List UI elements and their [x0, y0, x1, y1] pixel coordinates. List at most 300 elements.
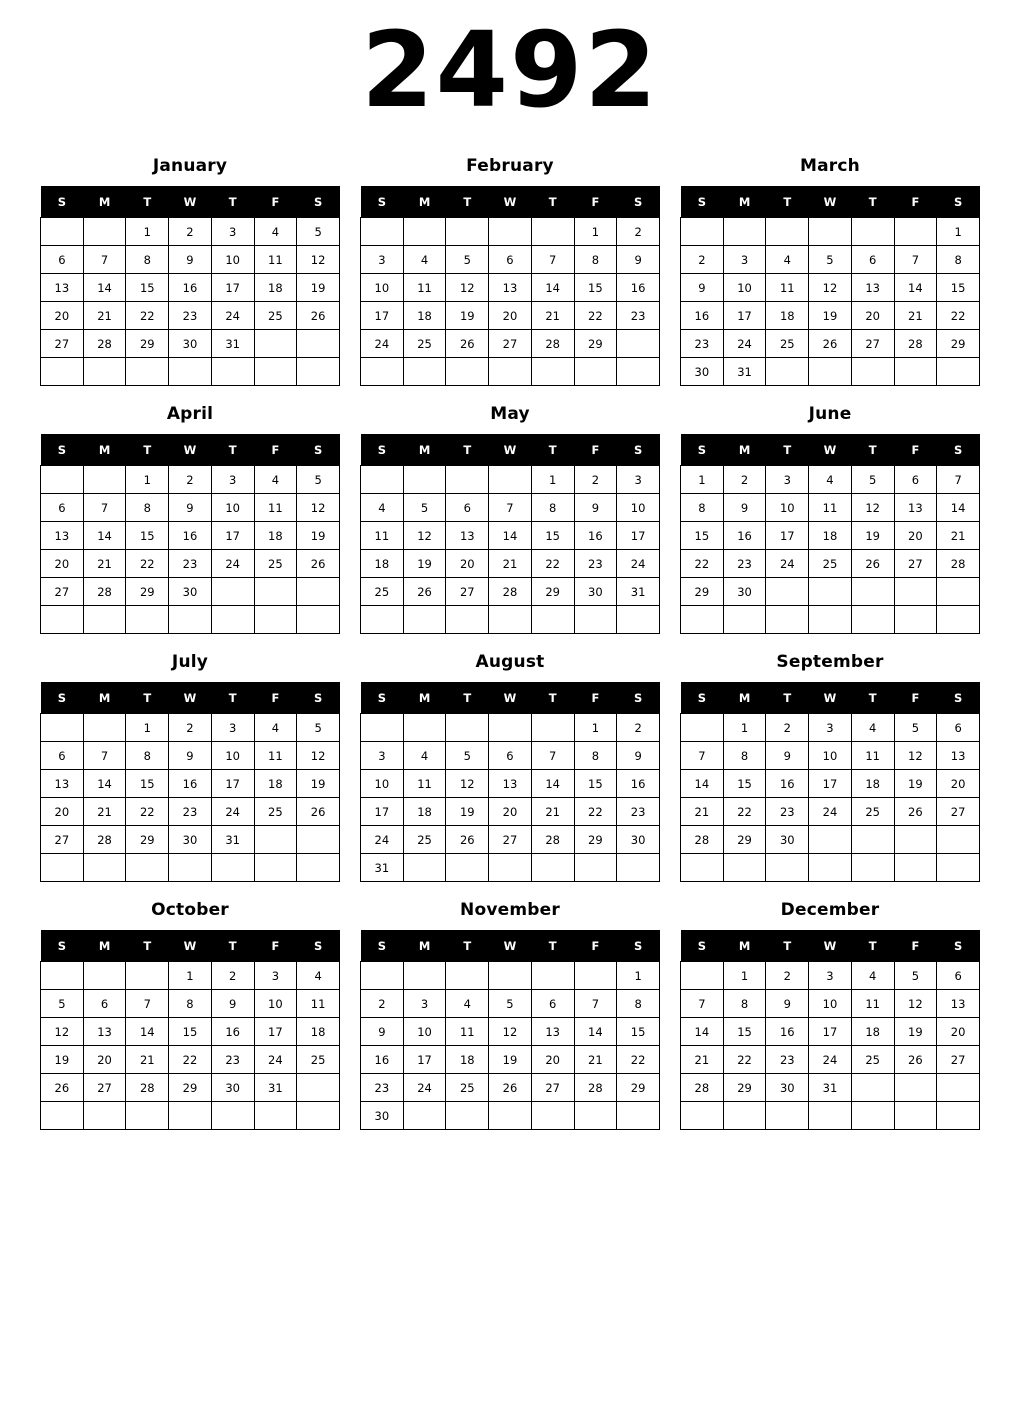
day-cell[interactable]: 19	[297, 274, 340, 302]
day-cell[interactable]: 25	[254, 302, 297, 330]
day-cell[interactable]: 17	[211, 522, 254, 550]
day-cell[interactable]: 27	[83, 1074, 126, 1102]
day-cell[interactable]: 2	[211, 962, 254, 990]
day-cell[interactable]: 15	[617, 1018, 660, 1046]
day-cell[interactable]: 7	[531, 742, 574, 770]
day-cell[interactable]: 1	[126, 714, 169, 742]
day-cell[interactable]: 27	[937, 1046, 980, 1074]
day-cell[interactable]: 20	[41, 302, 84, 330]
day-cell[interactable]: 15	[574, 770, 617, 798]
day-cell[interactable]: 2	[617, 714, 660, 742]
day-cell[interactable]: 30	[723, 578, 766, 606]
day-cell[interactable]: 15	[531, 522, 574, 550]
day-cell[interactable]: 9	[723, 494, 766, 522]
day-cell[interactable]: 28	[83, 578, 126, 606]
day-cell[interactable]: 24	[211, 550, 254, 578]
day-cell[interactable]: 18	[254, 770, 297, 798]
day-cell[interactable]: 16	[169, 522, 212, 550]
day-cell[interactable]: 12	[297, 742, 340, 770]
day-cell[interactable]: 25	[446, 1074, 489, 1102]
day-cell[interactable]: 16	[211, 1018, 254, 1046]
day-cell[interactable]: 24	[361, 330, 404, 358]
day-cell[interactable]: 21	[531, 302, 574, 330]
day-cell[interactable]: 28	[937, 550, 980, 578]
day-cell[interactable]: 8	[617, 990, 660, 1018]
day-cell[interactable]: 2	[723, 466, 766, 494]
day-cell[interactable]: 6	[531, 990, 574, 1018]
day-cell[interactable]: 6	[83, 990, 126, 1018]
day-cell[interactable]: 28	[489, 578, 532, 606]
day-cell[interactable]: 20	[937, 1018, 980, 1046]
day-cell[interactable]: 26	[403, 578, 446, 606]
day-cell[interactable]: 21	[83, 302, 126, 330]
day-cell[interactable]: 14	[83, 522, 126, 550]
day-cell[interactable]: 11	[403, 274, 446, 302]
day-cell[interactable]: 11	[851, 990, 894, 1018]
day-cell[interactable]: 13	[489, 770, 532, 798]
day-cell[interactable]: 3	[361, 246, 404, 274]
day-cell[interactable]: 28	[83, 826, 126, 854]
day-cell[interactable]: 21	[83, 798, 126, 826]
day-cell[interactable]: 21	[531, 798, 574, 826]
day-cell[interactable]: 13	[41, 522, 84, 550]
day-cell[interactable]: 19	[446, 798, 489, 826]
day-cell[interactable]: 5	[446, 246, 489, 274]
day-cell[interactable]: 3	[809, 962, 852, 990]
day-cell[interactable]: 19	[297, 522, 340, 550]
day-cell[interactable]: 19	[894, 770, 937, 798]
day-cell[interactable]: 11	[254, 742, 297, 770]
day-cell[interactable]: 2	[617, 218, 660, 246]
day-cell[interactable]: 10	[211, 494, 254, 522]
day-cell[interactable]: 22	[126, 798, 169, 826]
day-cell[interactable]: 30	[361, 1102, 404, 1130]
day-cell[interactable]: 28	[681, 826, 724, 854]
day-cell[interactable]: 14	[937, 494, 980, 522]
day-cell[interactable]: 3	[723, 246, 766, 274]
day-cell[interactable]: 29	[617, 1074, 660, 1102]
day-cell[interactable]: 20	[83, 1046, 126, 1074]
day-cell[interactable]: 10	[809, 742, 852, 770]
day-cell[interactable]: 30	[211, 1074, 254, 1102]
day-cell[interactable]: 26	[297, 302, 340, 330]
day-cell[interactable]: 11	[254, 494, 297, 522]
day-cell[interactable]: 17	[211, 274, 254, 302]
day-cell[interactable]: 2	[169, 466, 212, 494]
day-cell[interactable]: 12	[894, 990, 937, 1018]
day-cell[interactable]: 8	[681, 494, 724, 522]
day-cell[interactable]: 27	[851, 330, 894, 358]
day-cell[interactable]: 11	[403, 770, 446, 798]
day-cell[interactable]: 31	[723, 358, 766, 386]
day-cell[interactable]: 24	[254, 1046, 297, 1074]
day-cell[interactable]: 28	[531, 826, 574, 854]
day-cell[interactable]: 3	[211, 218, 254, 246]
day-cell[interactable]: 27	[489, 826, 532, 854]
day-cell[interactable]: 6	[489, 246, 532, 274]
day-cell[interactable]: 24	[723, 330, 766, 358]
day-cell[interactable]: 12	[403, 522, 446, 550]
day-cell[interactable]: 24	[211, 302, 254, 330]
day-cell[interactable]: 18	[254, 274, 297, 302]
day-cell[interactable]: 6	[41, 246, 84, 274]
day-cell[interactable]: 1	[126, 466, 169, 494]
day-cell[interactable]: 21	[126, 1046, 169, 1074]
day-cell[interactable]: 2	[169, 218, 212, 246]
day-cell[interactable]: 2	[766, 714, 809, 742]
day-cell[interactable]: 7	[531, 246, 574, 274]
day-cell[interactable]: 23	[617, 302, 660, 330]
day-cell[interactable]: 21	[83, 550, 126, 578]
day-cell[interactable]: 7	[681, 990, 724, 1018]
day-cell[interactable]: 16	[169, 770, 212, 798]
day-cell[interactable]: 6	[937, 962, 980, 990]
day-cell[interactable]: 14	[83, 274, 126, 302]
day-cell[interactable]: 4	[297, 962, 340, 990]
day-cell[interactable]: 12	[489, 1018, 532, 1046]
day-cell[interactable]: 23	[617, 798, 660, 826]
day-cell[interactable]: 22	[937, 302, 980, 330]
day-cell[interactable]: 5	[41, 990, 84, 1018]
day-cell[interactable]: 20	[446, 550, 489, 578]
day-cell[interactable]: 31	[809, 1074, 852, 1102]
day-cell[interactable]: 25	[851, 1046, 894, 1074]
day-cell[interactable]: 22	[574, 798, 617, 826]
day-cell[interactable]: 5	[809, 246, 852, 274]
day-cell[interactable]: 4	[254, 466, 297, 494]
day-cell[interactable]: 13	[894, 494, 937, 522]
day-cell[interactable]: 4	[403, 742, 446, 770]
day-cell[interactable]: 11	[254, 246, 297, 274]
day-cell[interactable]: 29	[574, 330, 617, 358]
day-cell[interactable]: 26	[851, 550, 894, 578]
day-cell[interactable]: 17	[361, 302, 404, 330]
day-cell[interactable]: 22	[169, 1046, 212, 1074]
day-cell[interactable]: 9	[211, 990, 254, 1018]
day-cell[interactable]: 23	[169, 302, 212, 330]
day-cell[interactable]: 16	[361, 1046, 404, 1074]
day-cell[interactable]: 8	[723, 742, 766, 770]
day-cell[interactable]: 30	[169, 826, 212, 854]
day-cell[interactable]: 20	[489, 302, 532, 330]
day-cell[interactable]: 4	[851, 962, 894, 990]
day-cell[interactable]: 12	[446, 274, 489, 302]
day-cell[interactable]: 1	[126, 218, 169, 246]
day-cell[interactable]: 19	[894, 1018, 937, 1046]
day-cell[interactable]: 13	[489, 274, 532, 302]
day-cell[interactable]: 8	[126, 494, 169, 522]
day-cell[interactable]: 12	[809, 274, 852, 302]
day-cell[interactable]: 22	[574, 302, 617, 330]
day-cell[interactable]: 18	[851, 770, 894, 798]
day-cell[interactable]: 7	[681, 742, 724, 770]
day-cell[interactable]: 18	[361, 550, 404, 578]
day-cell[interactable]: 30	[574, 578, 617, 606]
day-cell[interactable]: 24	[809, 1046, 852, 1074]
day-cell[interactable]: 23	[169, 550, 212, 578]
day-cell[interactable]: 1	[574, 714, 617, 742]
day-cell[interactable]: 30	[169, 330, 212, 358]
day-cell[interactable]: 19	[851, 522, 894, 550]
day-cell[interactable]: 2	[766, 962, 809, 990]
day-cell[interactable]: 9	[617, 742, 660, 770]
day-cell[interactable]: 6	[489, 742, 532, 770]
day-cell[interactable]: 3	[617, 466, 660, 494]
day-cell[interactable]: 28	[574, 1074, 617, 1102]
day-cell[interactable]: 21	[937, 522, 980, 550]
day-cell[interactable]: 19	[809, 302, 852, 330]
day-cell[interactable]: 1	[531, 466, 574, 494]
day-cell[interactable]: 15	[126, 274, 169, 302]
day-cell[interactable]: 25	[254, 550, 297, 578]
day-cell[interactable]: 27	[41, 826, 84, 854]
day-cell[interactable]: 7	[83, 246, 126, 274]
day-cell[interactable]: 15	[723, 1018, 766, 1046]
day-cell[interactable]: 16	[169, 274, 212, 302]
day-cell[interactable]: 13	[937, 990, 980, 1018]
day-cell[interactable]: 8	[574, 246, 617, 274]
day-cell[interactable]: 19	[446, 302, 489, 330]
day-cell[interactable]: 15	[681, 522, 724, 550]
day-cell[interactable]: 8	[126, 246, 169, 274]
day-cell[interactable]: 28	[126, 1074, 169, 1102]
day-cell[interactable]: 1	[617, 962, 660, 990]
day-cell[interactable]: 1	[169, 962, 212, 990]
day-cell[interactable]: 31	[361, 854, 404, 882]
day-cell[interactable]: 21	[681, 798, 724, 826]
day-cell[interactable]: 29	[126, 330, 169, 358]
day-cell[interactable]: 14	[894, 274, 937, 302]
day-cell[interactable]: 4	[446, 990, 489, 1018]
day-cell[interactable]: 21	[574, 1046, 617, 1074]
day-cell[interactable]: 25	[254, 798, 297, 826]
day-cell[interactable]: 18	[766, 302, 809, 330]
day-cell[interactable]: 25	[403, 330, 446, 358]
day-cell[interactable]: 3	[254, 962, 297, 990]
day-cell[interactable]: 27	[446, 578, 489, 606]
day-cell[interactable]: 24	[211, 798, 254, 826]
day-cell[interactable]: 30	[169, 578, 212, 606]
day-cell[interactable]: 26	[41, 1074, 84, 1102]
day-cell[interactable]: 6	[41, 742, 84, 770]
day-cell[interactable]: 24	[617, 550, 660, 578]
day-cell[interactable]: 22	[723, 1046, 766, 1074]
day-cell[interactable]: 4	[766, 246, 809, 274]
day-cell[interactable]: 3	[766, 466, 809, 494]
day-cell[interactable]: 21	[489, 550, 532, 578]
day-cell[interactable]: 29	[126, 578, 169, 606]
day-cell[interactable]: 18	[851, 1018, 894, 1046]
day-cell[interactable]: 30	[766, 826, 809, 854]
day-cell[interactable]: 26	[809, 330, 852, 358]
day-cell[interactable]: 20	[851, 302, 894, 330]
day-cell[interactable]: 7	[894, 246, 937, 274]
day-cell[interactable]: 2	[574, 466, 617, 494]
day-cell[interactable]: 11	[446, 1018, 489, 1046]
day-cell[interactable]: 1	[723, 714, 766, 742]
day-cell[interactable]: 27	[894, 550, 937, 578]
day-cell[interactable]: 8	[937, 246, 980, 274]
day-cell[interactable]: 10	[211, 742, 254, 770]
day-cell[interactable]: 4	[809, 466, 852, 494]
day-cell[interactable]: 31	[254, 1074, 297, 1102]
day-cell[interactable]: 1	[723, 962, 766, 990]
day-cell[interactable]: 31	[211, 330, 254, 358]
day-cell[interactable]: 16	[766, 1018, 809, 1046]
day-cell[interactable]: 16	[617, 274, 660, 302]
day-cell[interactable]: 15	[126, 770, 169, 798]
day-cell[interactable]: 10	[809, 990, 852, 1018]
day-cell[interactable]: 2	[681, 246, 724, 274]
day-cell[interactable]: 24	[766, 550, 809, 578]
day-cell[interactable]: 5	[297, 714, 340, 742]
day-cell[interactable]: 29	[723, 826, 766, 854]
day-cell[interactable]: 18	[297, 1018, 340, 1046]
day-cell[interactable]: 29	[531, 578, 574, 606]
day-cell[interactable]: 4	[851, 714, 894, 742]
day-cell[interactable]: 21	[681, 1046, 724, 1074]
day-cell[interactable]: 19	[403, 550, 446, 578]
day-cell[interactable]: 21	[894, 302, 937, 330]
day-cell[interactable]: 3	[403, 990, 446, 1018]
day-cell[interactable]: 24	[403, 1074, 446, 1102]
day-cell[interactable]: 6	[894, 466, 937, 494]
day-cell[interactable]: 15	[169, 1018, 212, 1046]
day-cell[interactable]: 9	[169, 494, 212, 522]
day-cell[interactable]: 17	[723, 302, 766, 330]
day-cell[interactable]: 1	[937, 218, 980, 246]
day-cell[interactable]: 13	[41, 274, 84, 302]
day-cell[interactable]: 9	[574, 494, 617, 522]
day-cell[interactable]: 12	[851, 494, 894, 522]
day-cell[interactable]: 28	[894, 330, 937, 358]
day-cell[interactable]: 5	[489, 990, 532, 1018]
day-cell[interactable]: 9	[169, 246, 212, 274]
day-cell[interactable]: 18	[809, 522, 852, 550]
day-cell[interactable]: 27	[531, 1074, 574, 1102]
day-cell[interactable]: 16	[681, 302, 724, 330]
day-cell[interactable]: 23	[169, 798, 212, 826]
day-cell[interactable]: 29	[937, 330, 980, 358]
day-cell[interactable]: 2	[169, 714, 212, 742]
day-cell[interactable]: 14	[681, 1018, 724, 1046]
day-cell[interactable]: 15	[937, 274, 980, 302]
day-cell[interactable]: 22	[531, 550, 574, 578]
day-cell[interactable]: 26	[446, 826, 489, 854]
day-cell[interactable]: 13	[531, 1018, 574, 1046]
day-cell[interactable]: 9	[361, 1018, 404, 1046]
day-cell[interactable]: 23	[766, 798, 809, 826]
day-cell[interactable]: 5	[297, 466, 340, 494]
day-cell[interactable]: 20	[41, 550, 84, 578]
day-cell[interactable]: 19	[41, 1046, 84, 1074]
day-cell[interactable]: 5	[297, 218, 340, 246]
day-cell[interactable]: 16	[617, 770, 660, 798]
day-cell[interactable]: 23	[211, 1046, 254, 1074]
day-cell[interactable]: 4	[254, 714, 297, 742]
day-cell[interactable]: 19	[297, 770, 340, 798]
day-cell[interactable]: 26	[894, 798, 937, 826]
day-cell[interactable]: 23	[681, 330, 724, 358]
day-cell[interactable]: 7	[83, 742, 126, 770]
day-cell[interactable]: 20	[531, 1046, 574, 1074]
day-cell[interactable]: 12	[446, 770, 489, 798]
day-cell[interactable]: 18	[403, 302, 446, 330]
day-cell[interactable]: 9	[169, 742, 212, 770]
day-cell[interactable]: 9	[766, 990, 809, 1018]
day-cell[interactable]: 10	[766, 494, 809, 522]
day-cell[interactable]: 29	[723, 1074, 766, 1102]
day-cell[interactable]: 12	[894, 742, 937, 770]
day-cell[interactable]: 20	[41, 798, 84, 826]
day-cell[interactable]: 20	[489, 798, 532, 826]
day-cell[interactable]: 1	[574, 218, 617, 246]
day-cell[interactable]: 29	[681, 578, 724, 606]
day-cell[interactable]: 14	[574, 1018, 617, 1046]
day-cell[interactable]: 16	[766, 770, 809, 798]
day-cell[interactable]: 25	[403, 826, 446, 854]
day-cell[interactable]: 25	[766, 330, 809, 358]
day-cell[interactable]: 5	[446, 742, 489, 770]
day-cell[interactable]: 27	[489, 330, 532, 358]
day-cell[interactable]: 12	[297, 494, 340, 522]
day-cell[interactable]: 30	[681, 358, 724, 386]
day-cell[interactable]: 26	[894, 1046, 937, 1074]
day-cell[interactable]: 23	[723, 550, 766, 578]
day-cell[interactable]: 28	[681, 1074, 724, 1102]
day-cell[interactable]: 16	[723, 522, 766, 550]
day-cell[interactable]: 22	[126, 550, 169, 578]
day-cell[interactable]: 6	[851, 246, 894, 274]
day-cell[interactable]: 17	[617, 522, 660, 550]
day-cell[interactable]: 5	[894, 962, 937, 990]
day-cell[interactable]: 29	[169, 1074, 212, 1102]
day-cell[interactable]: 11	[851, 742, 894, 770]
day-cell[interactable]: 13	[446, 522, 489, 550]
day-cell[interactable]: 14	[531, 770, 574, 798]
day-cell[interactable]: 9	[766, 742, 809, 770]
day-cell[interactable]: 2	[361, 990, 404, 1018]
day-cell[interactable]: 5	[851, 466, 894, 494]
day-cell[interactable]: 14	[531, 274, 574, 302]
day-cell[interactable]: 27	[41, 330, 84, 358]
day-cell[interactable]: 26	[446, 330, 489, 358]
day-cell[interactable]: 13	[937, 742, 980, 770]
day-cell[interactable]: 15	[126, 522, 169, 550]
day-cell[interactable]: 7	[937, 466, 980, 494]
day-cell[interactable]: 11	[361, 522, 404, 550]
day-cell[interactable]: 23	[766, 1046, 809, 1074]
day-cell[interactable]: 14	[681, 770, 724, 798]
day-cell[interactable]: 6	[41, 494, 84, 522]
day-cell[interactable]: 5	[403, 494, 446, 522]
day-cell[interactable]: 23	[574, 550, 617, 578]
day-cell[interactable]: 14	[83, 770, 126, 798]
day-cell[interactable]: 13	[851, 274, 894, 302]
day-cell[interactable]: 13	[41, 770, 84, 798]
day-cell[interactable]: 6	[446, 494, 489, 522]
day-cell[interactable]: 18	[446, 1046, 489, 1074]
day-cell[interactable]: 17	[809, 1018, 852, 1046]
day-cell[interactable]: 8	[531, 494, 574, 522]
day-cell[interactable]: 27	[937, 798, 980, 826]
day-cell[interactable]: 30	[766, 1074, 809, 1102]
day-cell[interactable]: 22	[126, 302, 169, 330]
day-cell[interactable]: 31	[617, 578, 660, 606]
day-cell[interactable]: 31	[211, 826, 254, 854]
day-cell[interactable]: 9	[681, 274, 724, 302]
day-cell[interactable]: 10	[211, 246, 254, 274]
